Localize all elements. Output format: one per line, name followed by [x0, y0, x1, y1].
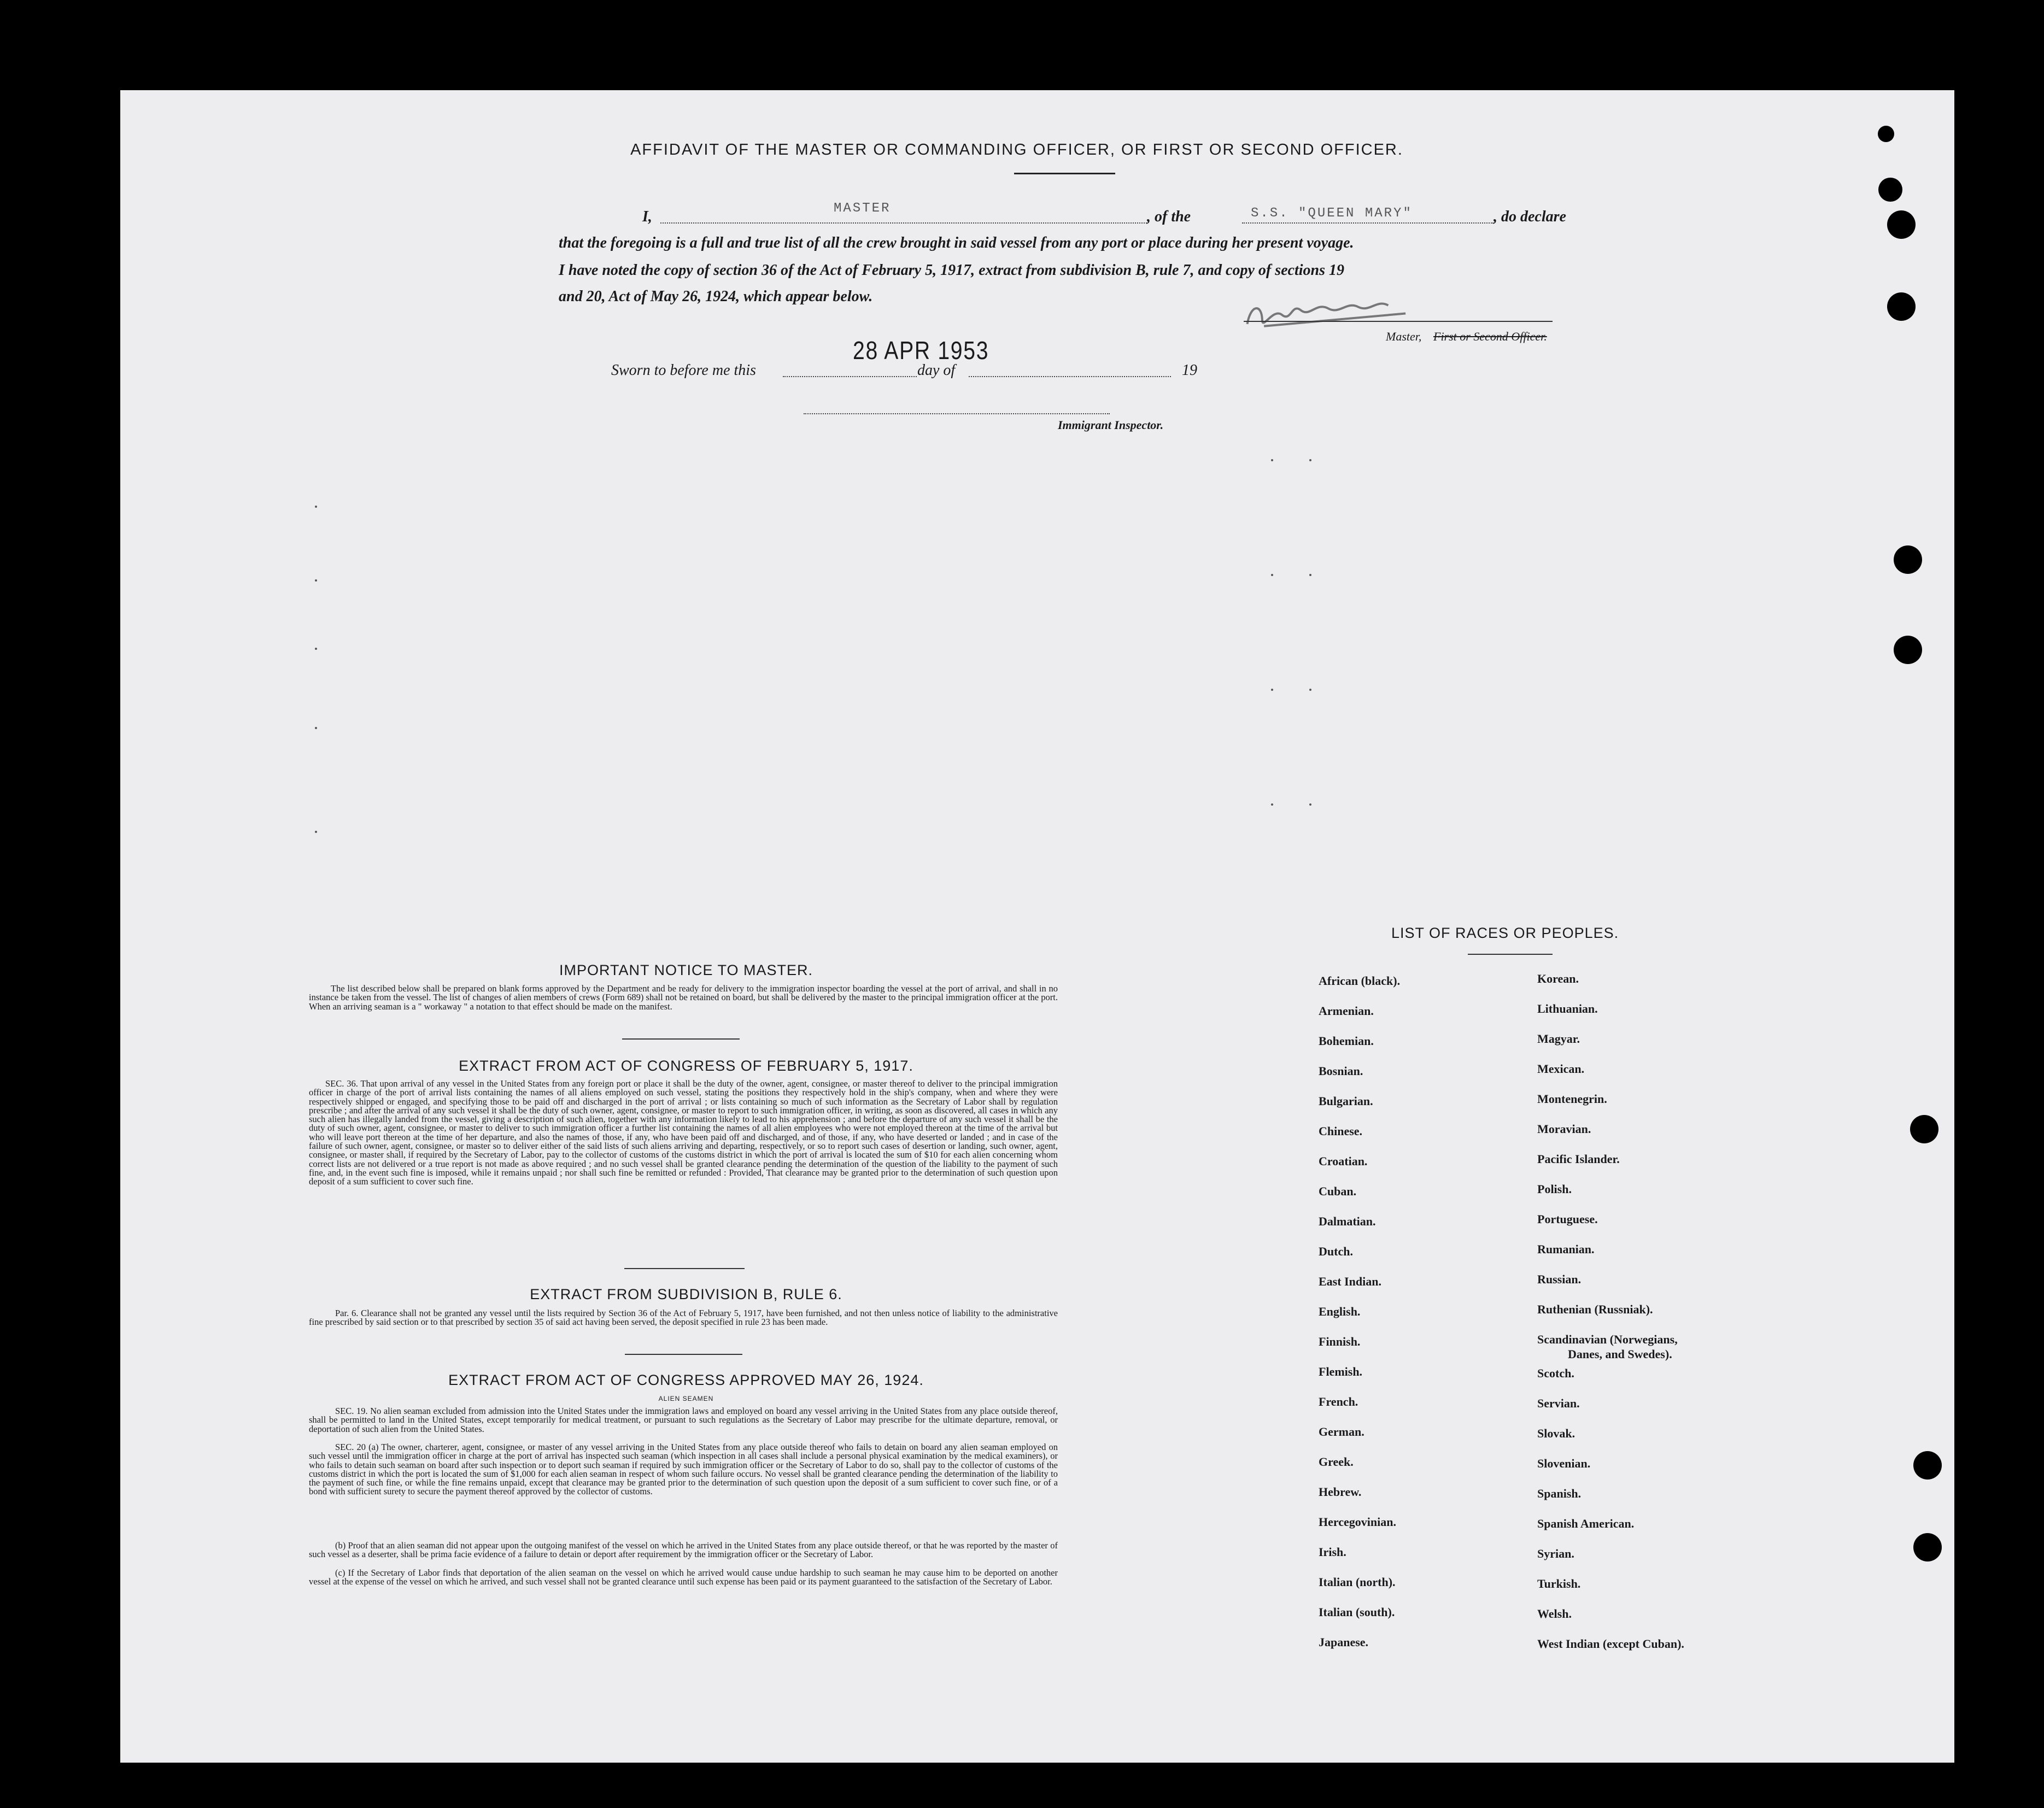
day-of-label: day of: [917, 362, 956, 379]
race-right-item: Spanish.: [1537, 1487, 1582, 1500]
master-typed: MASTER: [834, 201, 891, 216]
section-20c-text: (c) If the Secretary of Labor finds that deportation of the alien seaman on the vessel on which he arrived would cause undue hardship to such seaman he may cause him to be deported on another vessel at the expense of the vessel on which he arrived, and such vessel shall not be granted clearance until such expense has been paid or its payment guaranteed to the satisfaction of the Secretary of Labor.: [309, 1568, 1058, 1587]
extract-1917-body: SEC. 36. That upon arrival of any vessel in the United States from any foreign port or place it shall be the duty of the owner, agent, consignee, or master thereof to deliver to the principal immigration officer in charge of the port of arrival lists containing the names of all aliens employed on such vessel, stating the positions they respectively hold in the ship's company, when and where they were respectively shipped or engaged, and specifying those to be paid off and discharged in the port of arrival ; or lists containing so much of such information as the Secretary of Labor shall by regulation prescribe ; and after the arrival of any such vessel it shall be the duty of such owner, agent, consignee, or master to report to such immigration officer, in writing, as soon as discovered, all cases in which any such alien has illegally landed from the vessel, giving a description of such alien, together with any information likely to lead to his apprehension ; and before the departure of any such vessel it shall be the duty of such owner, agent, consignee, or master to deliver to such immigration officer a further list containing the names of all alien employees who were not employed thereon at the time of the arrival but who will leave port thereon at the time of her departure, and also the names of those, if any, who have been paid off and discharged, and of those, if any, who have deserted or landed ; and in case of the failure of such owner, agent, consignee, or master so to deliver either of the said lists of such aliens arriving and departing, respectively, or so to report such cases of desertion or landing, such owner, agent, consignee, or master shall, if required by the Secretary of Labor, pay to the collector of customs of the customs district in which the port of arrival is located the sum of $10 for each alien concerning whom correct lists are not delivered or a true report is not made as above required ; and no such vessel shall be granted clearance pending the determination of the question of the liability to the payment of such fine, and, in the event such fine is imposed, while it remains unpaid ; nor shall such fine be remitted or refunded : Provided, That clearance may be granted prior to the determination of such question upon deposit of a sum sufficient to cover such fine.: [309, 1078, 1058, 1187]
punch-hole: [1878, 178, 1902, 202]
race-right-item: Mexican.: [1537, 1062, 1585, 1076]
subdivision-b-heading: EXTRACT FROM SUBDIVISION B, RULE 6.: [530, 1286, 842, 1302]
extract-1924-heading: EXTRACT FROM ACT OF CONGRESS APPROVED MAY 26, 1924.: [448, 1372, 924, 1388]
race-right-item: Welsh.: [1537, 1607, 1572, 1621]
race-right-item: Syrian.: [1537, 1547, 1574, 1560]
race-left-item: Greek.: [1319, 1455, 1354, 1469]
race-right-item: Spanish American.: [1537, 1517, 1635, 1530]
speck: [315, 579, 317, 582]
speck: [315, 648, 317, 650]
race-left-item: Japanese.: [1319, 1635, 1369, 1649]
punch-hole: [1910, 1115, 1938, 1143]
race-left-item: Armenian.: [1319, 1004, 1374, 1018]
section-divider: [622, 1038, 740, 1040]
race-left-item: Chinese.: [1319, 1124, 1363, 1138]
speck: [1309, 803, 1311, 806]
date-stamp: 28 APR 1953: [853, 336, 989, 365]
race-left-item: Italian (north).: [1319, 1575, 1396, 1589]
inspector-signature-line: [804, 413, 1110, 414]
declaration-do-declare: , do declare: [1494, 208, 1566, 225]
race-right-item: Scandinavian (Norwegians,: [1537, 1332, 1678, 1346]
declaration-line-4: and 20, Act of May 26, 1924, which appear below.: [559, 288, 873, 305]
section-divider: [624, 1268, 745, 1269]
speck: [315, 727, 317, 729]
section-20b-text: (b) Proof that an alien seaman did not appear upon the outgoing manifest of the vessel on which he arrived in the United States from any place outside thereof, or that he was reported by the master of such vessel as a deserter, shall be prima facie evidence of a failure to detain or deport after requirement by the immigration officer or the Secretary of Labor.: [309, 1540, 1058, 1560]
speck: [1309, 689, 1311, 691]
sworn-day-line: [783, 376, 917, 377]
race-right-item: Slovenian.: [1537, 1457, 1591, 1470]
race-right-item: Portuguese.: [1537, 1212, 1598, 1226]
section-19-text: SEC. 19. No alien seaman excluded from admission into the United States under the immigration laws and employed on board any vessel arriving in the United States from any place outside thereof, shall be permitted to land in the United States, except temporarily for medical treatment, or pursuant to such regulations as the Secretary of Labor may prescribe for the ultimate departure, removal, or deportation of such alien from the United States.: [309, 1406, 1058, 1434]
race-left-item: Croatian.: [1319, 1154, 1368, 1168]
speck: [1309, 459, 1311, 461]
vessel-name-line: [1242, 222, 1494, 224]
speck: [1271, 803, 1273, 806]
race-left-item: East Indian.: [1319, 1275, 1381, 1288]
punch-hole: [1887, 210, 1916, 239]
races-heading: LIST OF RACES OR PEOPLES.: [1391, 925, 1619, 941]
declaration-i-label: I,: [642, 208, 652, 225]
race-left-item: Hercegovinian.: [1319, 1515, 1396, 1529]
race-right-item-continuation: Danes, and Swedes).: [1568, 1347, 1672, 1361]
race-left-item: Finnish.: [1319, 1335, 1361, 1348]
master-name-line: [660, 222, 1147, 224]
declaration-line-3: I have noted the copy of section 36 of the Act of February 5, 1917, extract from subdivision B, rule 7, and copy of sections 19: [559, 262, 1345, 279]
speck: [1271, 689, 1273, 691]
race-right-item: Rumanian.: [1537, 1242, 1595, 1256]
speck: [1271, 459, 1273, 461]
vessel-typed: S.S. "QUEEN MARY": [1251, 206, 1413, 221]
inspector-caption: Immigrant Inspector.: [1058, 418, 1164, 432]
races-underline: [1468, 954, 1553, 955]
affidavit-title: AFFIDAVIT OF THE MASTER OR COMMANDING OFFICER, OR FIRST OR SECOND OFFICER.: [630, 141, 1403, 159]
punch-hole: [1894, 545, 1922, 574]
race-left-item: Italian (south).: [1319, 1605, 1395, 1619]
punch-hole: [1913, 1451, 1942, 1480]
notice-body: The list described below shall be prepared on blank forms approved by the Department and be ready for delivery to the immigration inspector boarding the vessel at the port of arrival, and shall in no instance be taken from the vessel. The list of changes of alien members of crews (Form 689) shall not be retained on board, but shall be delivered by the master to the principal immigration officer at the port. When an arriving seaman is a " workaway " a notation to that effect should be made on the manifest.: [309, 983, 1058, 1012]
race-right-item: Montenegrin.: [1537, 1092, 1607, 1106]
punch-hole: [1913, 1533, 1942, 1562]
speck: [1309, 574, 1311, 576]
speck: [315, 831, 317, 833]
race-left-item: Bohemian.: [1319, 1034, 1374, 1048]
race-right-item: Scotch.: [1537, 1366, 1574, 1380]
race-right-item: Pacific Islander.: [1537, 1152, 1620, 1166]
section-divider: [625, 1354, 742, 1355]
race-left-item: African (black).: [1319, 974, 1401, 988]
race-left-item: Bulgarian.: [1319, 1094, 1373, 1108]
race-left-item: French.: [1319, 1395, 1358, 1408]
race-left-item: English.: [1319, 1305, 1361, 1318]
race-right-item: Turkish.: [1537, 1577, 1581, 1590]
notice-heading: IMPORTANT NOTICE TO MASTER.: [559, 962, 813, 978]
title-underline: [1014, 173, 1115, 174]
race-right-item: Magyar.: [1537, 1032, 1580, 1046]
race-left-item: Dutch.: [1319, 1245, 1353, 1258]
race-right-item: Polish.: [1537, 1182, 1572, 1196]
declaration-of-the: , of the: [1147, 208, 1191, 225]
race-right-item: Russian.: [1537, 1272, 1582, 1286]
alien-seamen-subheading: ALIEN SEAMEN: [658, 1395, 714, 1402]
punch-hole: [1878, 126, 1894, 142]
declaration-line-2: that the foregoing is a full and true list of all the crew brought in said vessel from any port or place during her present voyage.: [559, 234, 1354, 251]
month-line: [969, 376, 1171, 377]
year-prefix: 19: [1182, 362, 1197, 379]
race-left-item: Irish.: [1319, 1545, 1346, 1559]
master-caption: Master,: [1386, 330, 1422, 343]
struck-officer-caption: First or Second Officer.: [1433, 330, 1547, 343]
race-right-item: Slovak.: [1537, 1427, 1576, 1440]
signature-line: [1244, 321, 1553, 322]
race-right-item: Ruthenian (Russniak).: [1537, 1302, 1653, 1316]
sworn-label: Sworn to before me this: [611, 362, 756, 379]
punch-hole: [1894, 636, 1922, 664]
race-right-item: Moravian.: [1537, 1122, 1591, 1136]
speck: [1271, 574, 1273, 576]
race-right-item: Lithuanian.: [1537, 1002, 1598, 1015]
section-20a-text: SEC. 20 (a) The owner, charterer, agent, consignee, or master of any vessel arriving in the United States from any place outside thereof who fails to detain on board any alien seaman employed on such vessel until the immigration officer in charge at the port of arrival has inspected such seaman (which inspection in all cases shall include a personal physical examination by the medical examiners), or who fails to detain such seaman on board after such inspection or to deport such seaman if required by such immigration officer or the Secretary of Labor to do so, shall pay to the collector of customs of the customs district in which the port is located the sum of $1,000 for each alien seaman in respect of whom such failure occurs. No vessel shall be granted clearance pending the determination of the liability to the payment of such fine, or while the fine remains unpaid, except that clearance may be granted prior to the determination of such question upon the deposit of a sum sufficient to cover such fine, or of a bond with sufficient surety to secure the payment thereof approved by the collector of customs.: [309, 1442, 1058, 1497]
race-left-item: Dalmatian.: [1319, 1214, 1376, 1228]
speck: [315, 506, 317, 508]
race-left-item: Cuban.: [1319, 1184, 1357, 1198]
race-right-item: Korean.: [1537, 972, 1579, 985]
subdivision-b-body: Par. 6. Clearance shall not be granted any vessel until the lists required by Section 36 of the Act of February 5, 1917, have been furnished, and not then unless notice of liability to the administrative fine prescribed by said section or to that prescribed by section 35 of said act having been served, the deposit specified in rule 23 has been made.: [309, 1308, 1058, 1328]
race-left-item: German.: [1319, 1425, 1364, 1439]
race-right-item: West Indian (except Cuban).: [1537, 1637, 1684, 1651]
extract-1917-heading: EXTRACT FROM ACT OF CONGRESS OF FEBRUARY 5, 1917.: [459, 1058, 913, 1074]
punch-hole: [1887, 292, 1916, 321]
document-page: [120, 90, 1954, 1763]
race-left-item: Hebrew.: [1319, 1485, 1362, 1499]
race-left-item: Bosnian.: [1319, 1064, 1363, 1078]
race-left-item: Flemish.: [1319, 1365, 1363, 1378]
race-right-item: Servian.: [1537, 1396, 1580, 1410]
